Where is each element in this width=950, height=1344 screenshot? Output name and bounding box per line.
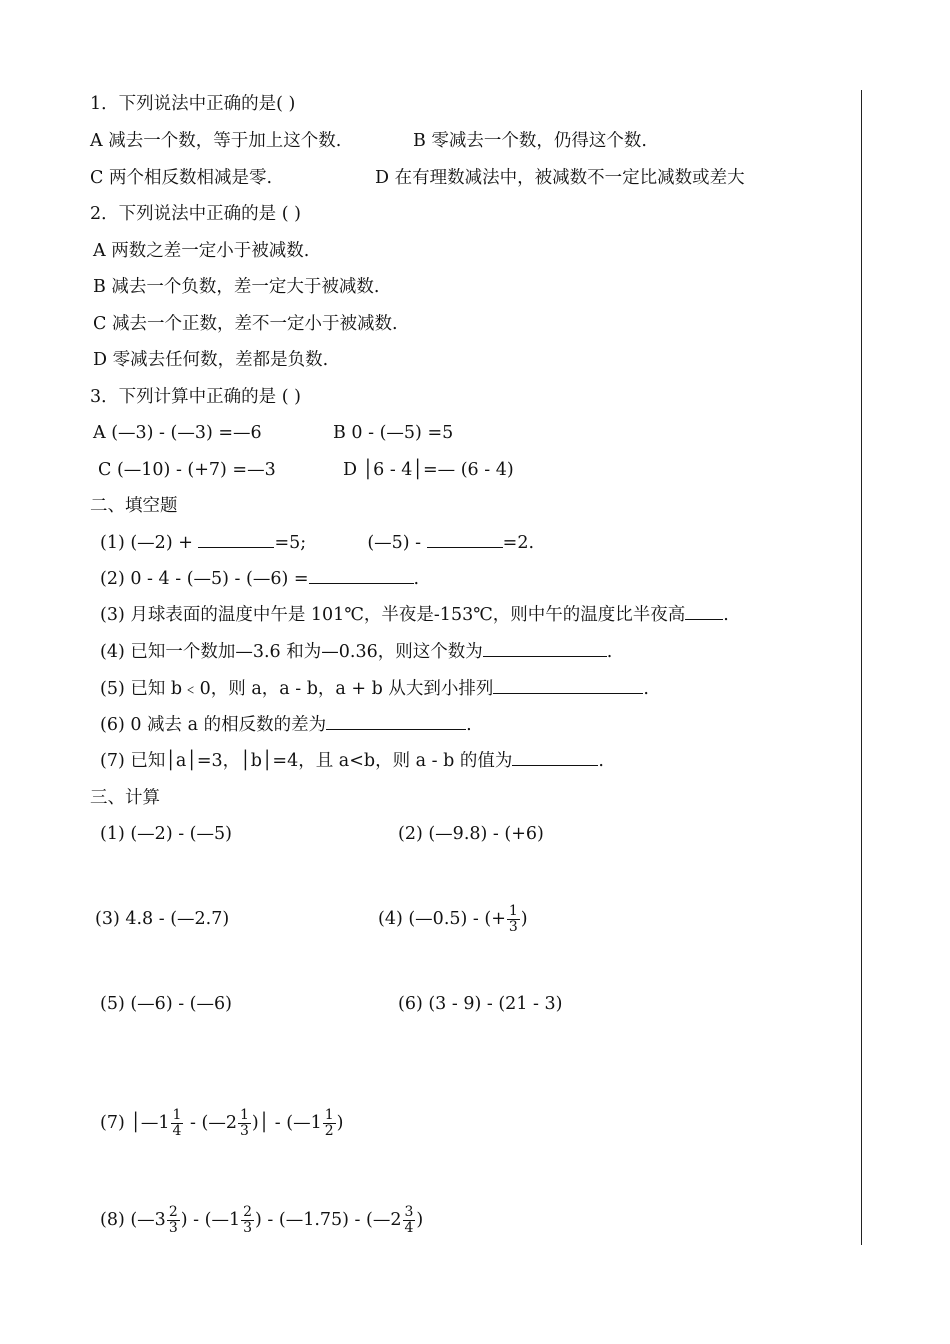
- answer-blank[interactable]: [493, 677, 643, 694]
- denominator: 3: [168, 1220, 178, 1236]
- fill-item-2: [100, 567, 419, 591]
- calc-item-6: (6) (3 - 9) - (21 - 3): [398, 994, 563, 1014]
- calc-8-text-c: ) - (—1.75) - (—2: [255, 1210, 402, 1230]
- q3-option-b: B 0 - (—5) =5: [333, 423, 454, 443]
- fill-item-1: [100, 531, 534, 555]
- fill-7-text-a: (7) 已知│a│=3，│b│=4，且 a<b，则 a - b 的值为: [100, 751, 513, 771]
- fraction: [507, 904, 520, 935]
- calc-8-text-b: ) - (—1: [180, 1210, 241, 1230]
- q1-option-a: A 减去一个数，等于加上这个数.: [90, 131, 342, 151]
- q1-option-d: D 在有理数减法中，被减数不一定比减数或差大: [375, 168, 745, 188]
- answer-blank[interactable]: [512, 749, 598, 766]
- numerator: 3: [404, 1204, 414, 1220]
- fill-6-text-a: (6) 0 减去 a 的相反数的差为: [100, 715, 327, 735]
- denominator: 3: [508, 919, 518, 935]
- fraction: [323, 1108, 336, 1139]
- q1-stem: 1．下列说法中正确的是( ): [90, 94, 296, 114]
- calc-7-text-a: (7) │—1: [100, 1113, 170, 1133]
- q2-option-a: A 两数之差一定小于被减数.: [93, 241, 310, 261]
- fill-3-text-b: .: [723, 605, 729, 625]
- fill-1-text-c: (—5) -: [367, 533, 422, 553]
- q3-stem: 3．下列计算中正确的是 ( ): [90, 387, 301, 407]
- q3-option-a: A (—3) - (—3) =—6: [93, 423, 262, 443]
- calc-8-text-e: ): [416, 1210, 424, 1230]
- calc-4-text-b: ): [520, 909, 528, 929]
- calc-8-text-a: (8) (—3: [100, 1210, 166, 1230]
- calc-heading: 三、计算: [90, 788, 160, 808]
- numerator: 1: [239, 1107, 249, 1123]
- fill-item-7: [100, 749, 604, 773]
- answer-blank[interactable]: [198, 531, 274, 548]
- numerator: 1: [172, 1107, 182, 1123]
- fill-1-text-b: =5;: [274, 533, 307, 553]
- fill-7-text-b: .: [598, 751, 604, 771]
- fill-2-text-a: (2) 0 - 4 - (—5) - (—6) =: [100, 569, 309, 589]
- q2-option-b: B 减去一个负数，差一定大于被减数.: [93, 277, 380, 297]
- fill-4-text-a: (4) 已知一个数加—3.6 和为—0.36，则这个数为: [100, 642, 483, 662]
- numerator: 2: [243, 1204, 252, 1220]
- fill-4-text-b: .: [606, 642, 613, 662]
- calc-item-3: (3) 4.8 - (—2.7): [95, 909, 230, 929]
- denominator: 2: [324, 1123, 334, 1139]
- fill-heading: 二、填空题: [90, 496, 178, 516]
- answer-blank[interactable]: [326, 713, 466, 730]
- fraction: [171, 1108, 184, 1139]
- fill-2-text-b: .: [413, 569, 420, 589]
- fill-item-5: [100, 677, 649, 701]
- denominator: 3: [243, 1220, 252, 1236]
- calc-item-1: (1) (—2) - (—5): [100, 824, 232, 844]
- denominator: 3: [239, 1123, 249, 1139]
- calc-item-7: [100, 1104, 344, 1142]
- fill-1-text-a: (1) (—2) +: [100, 533, 193, 553]
- fill-1-text-d: =2.: [502, 533, 535, 553]
- q2-option-c: C 减去一个正数，差不一定小于被减数.: [93, 314, 398, 334]
- fill-5-text-b: .: [643, 679, 649, 699]
- fill-item-3: [100, 603, 729, 627]
- fill-5-text-a: (5) 已知 b﹤0，则 a，a - b，a + b 从大到小排列: [100, 679, 494, 699]
- answer-blank[interactable]: [685, 603, 723, 620]
- numerator: 1: [324, 1107, 334, 1123]
- right-margin-line: [861, 90, 862, 1245]
- fill-6-text-b: .: [466, 715, 472, 735]
- calc-item-8: [100, 1201, 423, 1239]
- q3-option-d: D │6 - 4│=— (6 - 4): [343, 460, 514, 480]
- fraction: [238, 1108, 251, 1139]
- q3-option-c: C (—10) - (+7) =—3: [98, 460, 276, 480]
- calc-7-text-b: - (—2: [184, 1113, 237, 1133]
- numerator: 1: [508, 903, 518, 919]
- calc-item-2: (2) (—9.8) - (+6): [398, 824, 544, 844]
- answer-blank[interactable]: [483, 640, 607, 657]
- q1-option-b: B 零减去一个数，仍得这个数.: [413, 131, 647, 151]
- denominator: 4: [404, 1220, 414, 1236]
- fill-item-4: [100, 640, 612, 664]
- calc-item-5: (5) (—6) - (—6): [100, 994, 232, 1014]
- q2-option-d: D 零减去任何数，差都是负数.: [93, 350, 329, 370]
- fraction: [241, 1205, 254, 1236]
- fraction: [403, 1205, 416, 1236]
- calc-7-text-e: ): [336, 1113, 344, 1133]
- fill-3-text-a: (3) 月球表面的温度中午是 101℃，半夜是-153℃，则中午的温度比半夜高: [100, 605, 686, 625]
- answer-blank[interactable]: [309, 567, 414, 584]
- calc-4-text-a: (4) (—0.5) - (+: [378, 909, 506, 929]
- fraction: [167, 1205, 180, 1236]
- denominator: 4: [172, 1123, 182, 1139]
- fill-item-6: [100, 713, 472, 737]
- q1-option-c: C 两个相反数相减是零.: [90, 168, 273, 188]
- answer-blank[interactable]: [427, 531, 503, 548]
- calc-item-4: [378, 900, 528, 938]
- calc-7-text-c: )│ - (—1: [251, 1113, 322, 1133]
- q2-stem: 2．下列说法中正确的是 ( ): [90, 204, 301, 224]
- numerator: 2: [168, 1204, 178, 1220]
